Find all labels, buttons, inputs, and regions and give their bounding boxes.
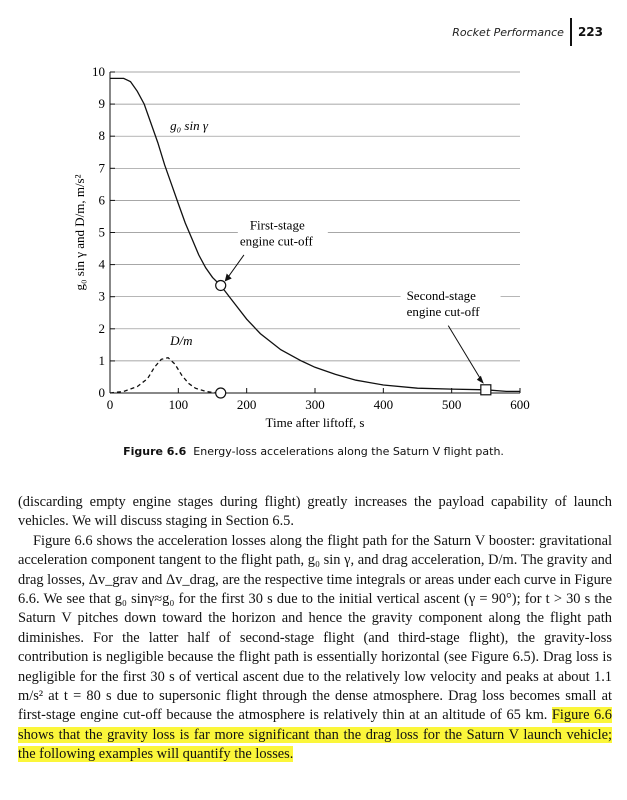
annotation-second-stage-line2: engine cut-off [406, 303, 480, 319]
annotation-arrow-line [448, 326, 483, 383]
caption-text: Energy-loss accelerations along the Saturn V flight path. [193, 445, 504, 458]
y-tick-label: 2 [98, 320, 105, 336]
x-tick-label: 0 [106, 397, 114, 412]
paragraph-2-text: Figure 6.6 shows the acceleration losses along the flight path for the Saturn V booster: gravitational acceleration component tangent to the flight path, g₀ sin γ, and drag acceleration, D/m. The gravity and drag losses, Δv_grav and Δv_drag, are the respective time integrals or areas under each curve in Figure 6.6. We see that g₀ sinγ≈g₀ for the first 30 s due to the initial vertical ascent (γ = 90°); for t > 30 s the Saturn V pitches down toward the horizon and hence the gravity component along the flight path diminishes. For the latter half of second-stage flight (and third-stage flight), the gravity-loss contribution is negligible because the flight path is essentially horizontal (see Figure 6.5). Drag loss is negligible for the first 30 s of vertical ascent due to the relatively low velocity and peaks at about 1.1 m/s² at t = 80 s due to supersonic flight through the dense atmosphere. Drag loss becomes small at first-stage engine cut-off because the atmosphere is relatively thin at an altitude of 65 km. [18, 532, 612, 724]
y-tick-label: 1 [98, 352, 105, 368]
y-axis-label: g₀ sin γ and D/m, m/s² [72, 174, 87, 291]
caption-label: Figure 6.6 [123, 445, 187, 458]
x-tick-label: 300 [305, 397, 325, 412]
x-tick-label: 400 [373, 397, 394, 412]
annotation-arrowhead [477, 376, 484, 384]
running-head: Rocket Performance [452, 25, 564, 39]
annotation-arrowhead [225, 273, 232, 281]
x-tick-label: 500 [441, 397, 462, 412]
x-tick-label: 200 [236, 397, 257, 412]
series-line-2 [110, 358, 221, 393]
paragraph-1: (discarding empty engine stages during flight) greatly increases the payload capability of launch vehicles. We will discuss staging in Section 6.5. [18, 494, 612, 530]
paragraph-2 [18, 532, 612, 765]
y-tick-label: 0 [98, 385, 105, 400]
y-tick-label: 4 [98, 256, 105, 272]
body-text [18, 493, 612, 765]
annotation-second-stage-line1: Second-stage [406, 287, 476, 303]
annotation-first-stage-line2: engine cut-off [239, 233, 313, 249]
figure-caption [0, 445, 627, 458]
series-label-gravity: g₀ sin γ [170, 117, 208, 133]
y-tick-label: 8 [98, 128, 105, 144]
y-tick-label: 5 [98, 224, 105, 240]
x-tick-label: 600 [510, 397, 530, 412]
y-tick-label: 6 [98, 192, 105, 208]
series-label-drag: D/m [170, 332, 193, 348]
y-tick-label: 7 [98, 160, 105, 176]
y-tick-label: 10 [92, 64, 105, 79]
y-tick-label: 3 [98, 288, 105, 304]
highlighted-sentence: Figure 6.6 shows that the gravity loss is far more significant than the drag loss for the Saturn V launch vehicle; the following examples will quantify the losses. [18, 707, 612, 763]
x-tick-label: 100 [168, 397, 189, 412]
marker-second-stage-square [481, 385, 491, 395]
x-axis-label: Time after liftoff, s [265, 415, 365, 430]
annotation-first-stage-line1: First-stage [249, 217, 305, 233]
marker-first-stage-circle [216, 280, 226, 290]
marker-drag-cutoff-circle [216, 388, 226, 398]
y-tick-label: 9 [98, 96, 105, 112]
page-number: 223 [577, 25, 603, 39]
